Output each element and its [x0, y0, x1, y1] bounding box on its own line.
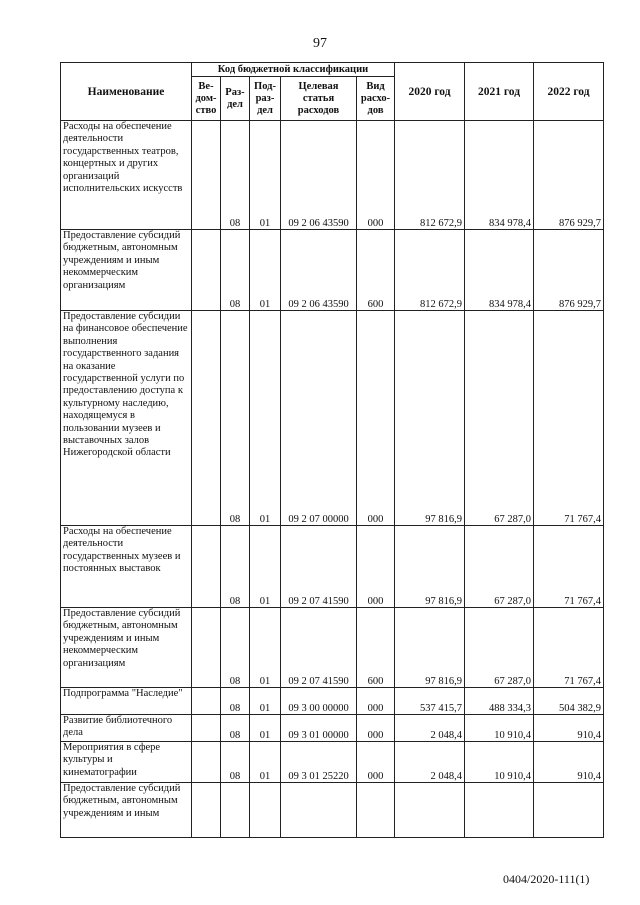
cell-2020: 97 816,9 — [395, 608, 465, 688]
table-row — [61, 526, 604, 608]
table-row — [61, 742, 604, 783]
cell-razdel: 08 — [221, 742, 250, 783]
header-razdel: Раз-дел — [221, 77, 250, 121]
cell-2021: 67 287,0 — [465, 526, 534, 608]
cell-vedomstvo — [192, 526, 221, 608]
cell-2022: 71 767,4 — [534, 526, 604, 608]
row-name: Развитие библиотечного дела — [61, 715, 192, 742]
header-2020: 2020 год — [395, 63, 465, 121]
cell-razdel: 08 — [221, 608, 250, 688]
cell-2021: 10 910,4 — [465, 715, 534, 742]
cell-2022: 71 767,4 — [534, 311, 604, 526]
cell-vedomstvo — [192, 742, 221, 783]
row-name: Расходы на обеспечение деятельности государственных театров, концертных и других организаций исполнительских искусств — [61, 121, 192, 230]
cell-2021: 67 287,0 — [465, 311, 534, 526]
budget-table — [60, 62, 604, 838]
header-2021: 2021 год — [465, 63, 534, 121]
cell-celevaya: 09 3 01 00000 — [281, 715, 357, 742]
cell-vid: 000 — [357, 311, 395, 526]
header-budget-code-group: Код бюджетной классификации — [192, 63, 395, 77]
cell-2021: 834 978,4 — [465, 230, 534, 311]
row-name: Предоставление субсидий бюджетным, автономным учреждениям и иным некоммерческим организациям — [61, 230, 192, 311]
cell-2021: 834 978,4 — [465, 121, 534, 230]
cell-razdel: 08 — [221, 526, 250, 608]
cell-vedomstvo — [192, 783, 221, 838]
cell-celevaya: 09 2 07 41590 — [281, 526, 357, 608]
cell-2020: 97 816,9 — [395, 311, 465, 526]
cell-podrazdel: 01 — [250, 688, 281, 715]
cell-2021 — [465, 783, 534, 838]
table-row — [61, 715, 604, 742]
cell-2022 — [534, 783, 604, 838]
cell-podrazdel: 01 — [250, 608, 281, 688]
cell-razdel: 08 — [221, 311, 250, 526]
cell-2020: 812 672,9 — [395, 121, 465, 230]
cell-razdel: 08 — [221, 121, 250, 230]
table-row — [61, 783, 604, 838]
cell-vid: 600 — [357, 608, 395, 688]
cell-vid: 000 — [357, 715, 395, 742]
cell-podrazdel: 01 — [250, 715, 281, 742]
cell-celevaya: 09 2 07 41590 — [281, 608, 357, 688]
cell-celevaya: 09 2 07 00000 — [281, 311, 357, 526]
cell-vid: 000 — [357, 688, 395, 715]
cell-2020: 97 816,9 — [395, 526, 465, 608]
cell-2022: 504 382,9 — [534, 688, 604, 715]
cell-celevaya: 09 3 00 00000 — [281, 688, 357, 715]
cell-2022: 876 929,7 — [534, 230, 604, 311]
cell-vedomstvo — [192, 230, 221, 311]
cell-celevaya: 09 3 01 25220 — [281, 742, 357, 783]
cell-podrazdel: 01 — [250, 311, 281, 526]
cell-2020 — [395, 783, 465, 838]
cell-celevaya: 09 2 06 43590 — [281, 230, 357, 311]
cell-vid: 000 — [357, 526, 395, 608]
cell-2021: 67 287,0 — [465, 608, 534, 688]
cell-2020: 2 048,4 — [395, 742, 465, 783]
row-name: Предоставление субсидий бюджетным, автономным учреждениям и иным — [61, 783, 192, 838]
cell-celevaya — [281, 783, 357, 838]
header-name: Наименование — [61, 63, 192, 121]
cell-razdel: 08 — [221, 230, 250, 311]
cell-vid: 600 — [357, 230, 395, 311]
document-code: 0404/2020-111(1) — [503, 872, 590, 886]
table-row — [61, 688, 604, 715]
cell-podrazdel: 01 — [250, 742, 281, 783]
cell-vedomstvo — [192, 688, 221, 715]
header-vedomstvo: Ве-дом-ство — [192, 77, 221, 121]
cell-2020: 2 048,4 — [395, 715, 465, 742]
row-name: Расходы на обеспечение деятельности государственных музеев и постоянных выставок — [61, 526, 192, 608]
cell-vid — [357, 783, 395, 838]
cell-vedomstvo — [192, 715, 221, 742]
header-2022: 2022 год — [534, 63, 604, 121]
cell-razdel: 08 — [221, 715, 250, 742]
cell-vedomstvo — [192, 311, 221, 526]
cell-celevaya: 09 2 06 43590 — [281, 121, 357, 230]
cell-podrazdel — [250, 783, 281, 838]
table-row — [61, 230, 604, 311]
table-row — [61, 608, 604, 688]
row-name: Предоставление субсидии на финансовое обеспечение выполнения государственного задания на оказание государственной услуги по предоставлению доступа к культурному наследию, находящемуся в пользовании музеев и выставочных залов Нижегородской области — [61, 311, 192, 526]
cell-2022: 910,4 — [534, 715, 604, 742]
cell-2021: 488 334,3 — [465, 688, 534, 715]
cell-podrazdel: 01 — [250, 526, 281, 608]
cell-2021: 10 910,4 — [465, 742, 534, 783]
cell-vedomstvo — [192, 608, 221, 688]
row-name: Предоставление субсидий бюджетным, автономным учреждениям и иным некоммерческим организациям — [61, 608, 192, 688]
page-number: 97 — [313, 36, 327, 51]
cell-2020: 537 415,7 — [395, 688, 465, 715]
cell-razdel: 08 — [221, 688, 250, 715]
cell-vid: 000 — [357, 742, 395, 783]
cell-podrazdel: 01 — [250, 121, 281, 230]
cell-razdel — [221, 783, 250, 838]
cell-2022: 910,4 — [534, 742, 604, 783]
cell-2022: 876 929,7 — [534, 121, 604, 230]
row-name: Мероприятия в сфере культуры и кинематографии — [61, 742, 192, 783]
table-row — [61, 311, 604, 526]
header-podrazdel: Под-раз-дел — [250, 77, 281, 121]
table-row — [61, 121, 604, 230]
cell-vid: 000 — [357, 121, 395, 230]
cell-vedomstvo — [192, 121, 221, 230]
cell-podrazdel: 01 — [250, 230, 281, 311]
cell-2022: 71 767,4 — [534, 608, 604, 688]
header-celevaya-statya: Целевая статья расходов — [281, 77, 357, 121]
cell-2020: 812 672,9 — [395, 230, 465, 311]
row-name: Подпрограмма "Наследие" — [61, 688, 192, 715]
header-vid-rashodov: Вид расхо-дов — [357, 77, 395, 121]
